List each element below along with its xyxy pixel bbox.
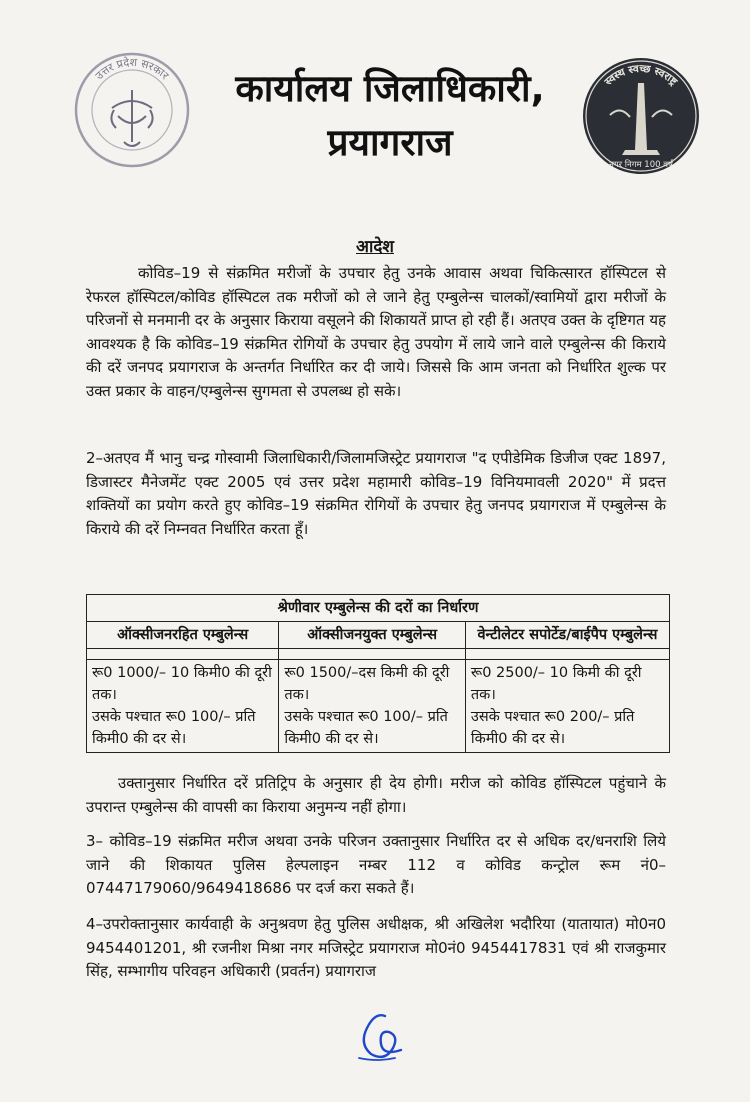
right-seal-top-text: स्वस्थ स्वच्छ स्वराष्ट्र (602, 62, 680, 88)
office-title (205, 62, 575, 170)
order-paragraph-3: उक्तानुसार निर्धारित दरें प्रतिट्रिप के अनुसार ही देय होगी। मरीज को कोविड हॉस्पिटल पहुंचाने के उपरान्त एम्बुलेन्स की वापसी का किराया अनुमन्य नहीं होगा। (86, 774, 666, 816)
order-paragraph-2: 2–अतएव मैं भानु चन्द्र गोस्वामी जिलाधिकारी/जिलामजिस्ट्रेट प्रयागराज "द एपीडेमिक डिजीज एक्ट 1897, डिजास्टर मैनेजमेंट एक्ट 2005 एवं उत्तर प्रदेश महामारी कोविड–19 विनियमावली 2020" में प्रदत्त शक्तियों का प्रयोग करते हुए कोविड–19 संक्रमित रोगियों के उपचार हेतु जनपद प्रयागराज में एम्बुलेन्स के किराये की दरें निम्नवत निर्धारित करता हूँ। (86, 449, 666, 538)
order-heading (0, 234, 750, 257)
rate-base-text: रू0 1000/– 10 किमी0 की दूरी तक। (92, 665, 272, 703)
table-title: श्रेणीवार एम्बुलेन्स की दरों का निर्धारण (87, 595, 670, 622)
office-title-line2: प्रयागराज (327, 121, 453, 164)
order-heading-text: आदेश (356, 237, 394, 257)
office-title-line1: कार्यालय जिलाधिकारी, (235, 67, 545, 110)
ambulance-rates-table (86, 594, 670, 753)
rate-base-text: रू0 2500/– 10 किमी की दूरी तक। (470, 665, 642, 703)
table-header-cell: ऑक्सीजनयुक्त एम्बुलेन्स (279, 622, 466, 649)
table-spacer-row (87, 649, 670, 660)
table-cell (279, 660, 466, 753)
table-header-cell: ऑक्सीजनरहित एम्बुलेन्स (87, 622, 279, 649)
table-header-cell: वेन्टीलेटर सपोर्टेड/बाईपैप एम्बुलेन्स (465, 622, 669, 649)
signature-icon (345, 1008, 415, 1068)
table-row (87, 660, 670, 753)
rate-extra-text: उसके पश्चात रू0 100/– प्रति किमी0 की दर से। (92, 709, 256, 747)
table-header-row (87, 622, 670, 649)
order-paragraph-4: 3– कोविड–19 संक्रमित मरीज अथवा उनके परिजन उक्तानुसार निर्धारित दर से अधिक दर/धनराशि लिये जाने की शिकायत पुलिस हेल्पलाइन नम्बर 112 व कोविड कन्ट्रोल रूम नं0– 07447179060/9649418686 पर दर्ज करा सकते हैं। (86, 832, 666, 898)
table-cell (87, 660, 279, 753)
table-cell (465, 660, 669, 753)
rate-base-text: रू0 1500/–दस किमी की दूरी तक। (284, 665, 450, 703)
table-title-row (87, 595, 670, 622)
rate-extra-text: उसके पश्चात रू0 100/– प्रति किमी0 की दर से। (284, 709, 448, 747)
up-government-emblem-icon (72, 50, 192, 170)
rate-extra-text: उसके पश्चात रू0 200/– प्रति किमी0 की दर से। (470, 709, 635, 747)
centenary-seal-icon (580, 55, 702, 177)
right-seal-bottom-text: नगर निगम 100 वर्ष (609, 160, 673, 170)
order-paragraph-1: कोविड–19 से संक्रमित मरीजों के उपचार हेतु उनके आवास अथवा चिकित्सारत हॉस्पिटल से रेफरल हॉस्पिटल/कोविड हॉस्पिटल तक मरीजों को ले जाने हेतु एम्बुलेन्स चालकों/स्वामियों द्वारा मरीजों के परिजनों से मनमानी दर के अनुसार किराया वसूलने की शिकायतें प्राप्त हो रही हैं। अतएव उक्त के दृष्टिगत यह आवश्यक है कि कोविड–19 संक्रमित रोगियों के उपचार हेतु उपयोग में लाये जाने वाले एम्बुलेन्स की किराये की दरें जनपद प्रयागराज के अन्तर्गत निर्धारित कर दी जाये। जिससे कि आम जनता को निर्धारित शुल्क पर उक्त प्रकार के वाहन/एम्बुलेन्स सुगमता से उपलब्ध हो सके। (86, 264, 666, 400)
left-seal-text: उत्तर प्रदेश सरकार (92, 55, 172, 83)
order-paragraph-5: 4–उपरोक्तानुसार कार्यवाही के अनुश्रवण हेतु पुलिस अधीक्षक, श्री अखिलेश भदौरिया (यातायात) मो0न0 9454401201, श्री रजनीश मिश्रा नगर मजिस्ट्रेट प्रयागराज मो0नं0 9454417831 एवं श्री राजकुमार सिंह, सम्भागीय परिवहन अधिकारी (प्रवर्तन) प्रयागराज (86, 915, 666, 981)
